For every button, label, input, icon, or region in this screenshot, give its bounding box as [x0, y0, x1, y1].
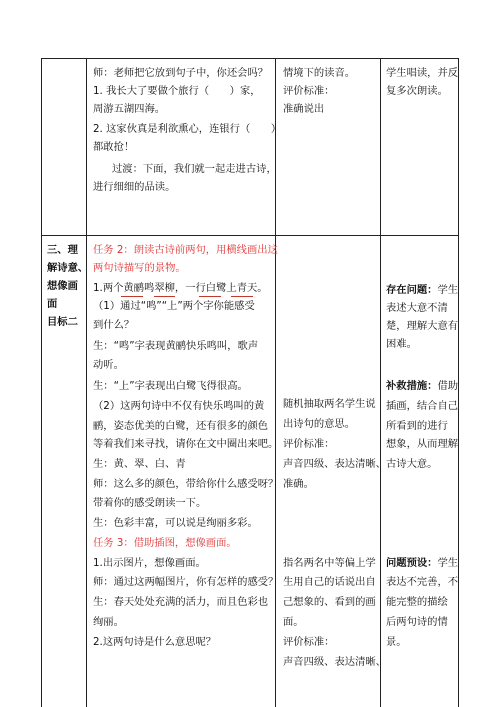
text-line: 鹂，姿态优美的白鹭，还有很多的颜色	[93, 420, 269, 432]
text-line: 表达不完善，不	[386, 576, 459, 588]
underline-qingtian	[231, 296, 253, 297]
underline-cuiliu	[154, 296, 175, 297]
poem-segment: 两个	[102, 282, 124, 294]
text-line: 1.出示图片，想像画面。	[93, 557, 206, 569]
text-line: 能完整的描绘	[386, 596, 448, 608]
text-line: 学生唱读，并反	[386, 67, 459, 79]
text-line: 师：通过这两幅图片，你有怎样的感受？	[93, 576, 279, 588]
table-border-right	[458, 58, 459, 707]
poem-num: 1.	[93, 282, 103, 294]
text-line: 过渡：下面，我们就一起走进古诗，	[112, 163, 277, 175]
text-line: 情境下的读音。	[283, 67, 356, 79]
task2-heading: 两句诗描写的景物。	[93, 262, 186, 274]
text-line: 生：“鸣”字表现黄鹂快乐鸣叫，歌声	[93, 340, 259, 352]
text-line: 想象，从而理解	[386, 438, 459, 450]
table-border-col1	[86, 58, 87, 707]
text-line: 师：这么多的颜色，带给你什么感受呀？	[93, 478, 279, 490]
text-line: 准确。	[283, 478, 314, 490]
table-border-left	[41, 58, 42, 707]
text-line: 1. 我长大了要做个旅行（ ）家，	[93, 85, 261, 97]
text-line: （1）通过“鸣”“上”两个字你能感受	[93, 300, 255, 312]
text-line: 生用自己的话说出自	[283, 576, 376, 588]
remedy-label: 补救措施：	[386, 380, 438, 392]
text-line: 评价标准：	[283, 85, 335, 97]
poem-segment: 鸣	[144, 282, 155, 294]
text-line: 问题预设：学生	[386, 557, 459, 569]
underline-bailu	[199, 296, 221, 297]
text-line: 随机抽取两名学生说	[283, 398, 376, 410]
text-line: 师：老师把它放到句子中，你还会吗？	[93, 67, 269, 79]
poem-segment: 翠柳	[154, 282, 175, 294]
text-line: 2. 这家伙真是利欲熏心，连银行（ ）	[93, 123, 282, 135]
table-row-divider	[41, 235, 459, 236]
poem-line	[93, 281, 268, 295]
task2-heading: 任务 2：朗读古诗前两句，用横线画出这	[93, 244, 278, 256]
text-line: 指名两名中等偏上学	[283, 557, 376, 569]
preset-label: 问题预设：	[386, 557, 438, 569]
table-border-col2	[275, 58, 276, 707]
text-line: （2）这两句诗中不仅有快乐鸣叫的黄	[93, 400, 265, 412]
text-line: 出诗句的意思。	[283, 418, 356, 430]
task3-heading: 任务 3：借助插图，想像画面。	[93, 537, 237, 549]
text-line: 评价标准：	[283, 636, 335, 648]
poem-segment: 。	[257, 282, 268, 294]
text-line: 景。	[386, 636, 407, 648]
text-line: 绚丽。	[93, 616, 124, 628]
text-line: 后两句诗的情	[386, 616, 448, 628]
text-line: 古诗大意。	[386, 458, 438, 470]
table-border-col3	[380, 58, 381, 707]
text-line: 周游五湖四海。	[93, 103, 166, 115]
problem-label: 存在问题：	[386, 284, 438, 296]
text-line: 己想象的、看到的画	[283, 596, 376, 608]
section-label: 解诗意、	[47, 262, 89, 274]
text-line: 楚，理解大意有	[386, 320, 459, 332]
poem-segment: 白鹭	[205, 282, 227, 294]
poem-segment: 青天	[236, 282, 258, 294]
text-line: 声音四级、表达清晰、	[283, 458, 386, 470]
text-line: 表述大意不清	[386, 302, 448, 314]
text-line: 评价标准：	[283, 438, 335, 450]
section-label: 想像画	[47, 280, 78, 292]
text-line: 都敢抢！	[93, 141, 135, 153]
table-border-top	[41, 58, 459, 59]
text-line: 插画，结合自己	[386, 400, 459, 412]
underline-huangli	[121, 296, 143, 297]
text-line: 2.这两句诗是什么意思呢？	[93, 636, 217, 648]
text-line: 复多次朗读。	[386, 85, 448, 97]
text-line: 存在问题：学生	[386, 284, 459, 296]
text-line: 进行细细的品读。	[93, 181, 176, 193]
text-line: 带着你的感受朗读一下。	[93, 497, 207, 509]
text-line: 面。	[283, 616, 304, 628]
text-line: 生：色彩丰富，可以说是绚丽多彩。	[93, 517, 258, 529]
section-label: 面	[47, 298, 58, 310]
poem-segment: ，一行	[174, 282, 206, 294]
text-line: 所看到的进行	[386, 420, 448, 432]
text-line: 生：“上”字表现出白鹭飞得很高。	[93, 380, 248, 392]
text-line: 补救措施：借助	[386, 380, 459, 392]
text-line: 生：春天处处充满的活力，而且色彩也	[93, 596, 269, 608]
text-line: 动听。	[93, 359, 124, 371]
section-goal: 目标二	[47, 316, 78, 328]
section-label: 三、理	[47, 244, 78, 256]
text-line: 声音四级、表达清晰、	[283, 656, 386, 668]
poem-segment: 上	[226, 282, 237, 294]
text-line: 困难。	[386, 338, 417, 350]
text-line: 生：黄、翠、白、青	[93, 458, 186, 470]
text-line: 等着我们来寻找，请你在文中圈出来吧。	[93, 438, 279, 450]
text-line: 准确说出	[283, 103, 325, 115]
poem-segment: 黄鹂	[123, 282, 145, 294]
text-line: 到什么？	[93, 319, 135, 331]
